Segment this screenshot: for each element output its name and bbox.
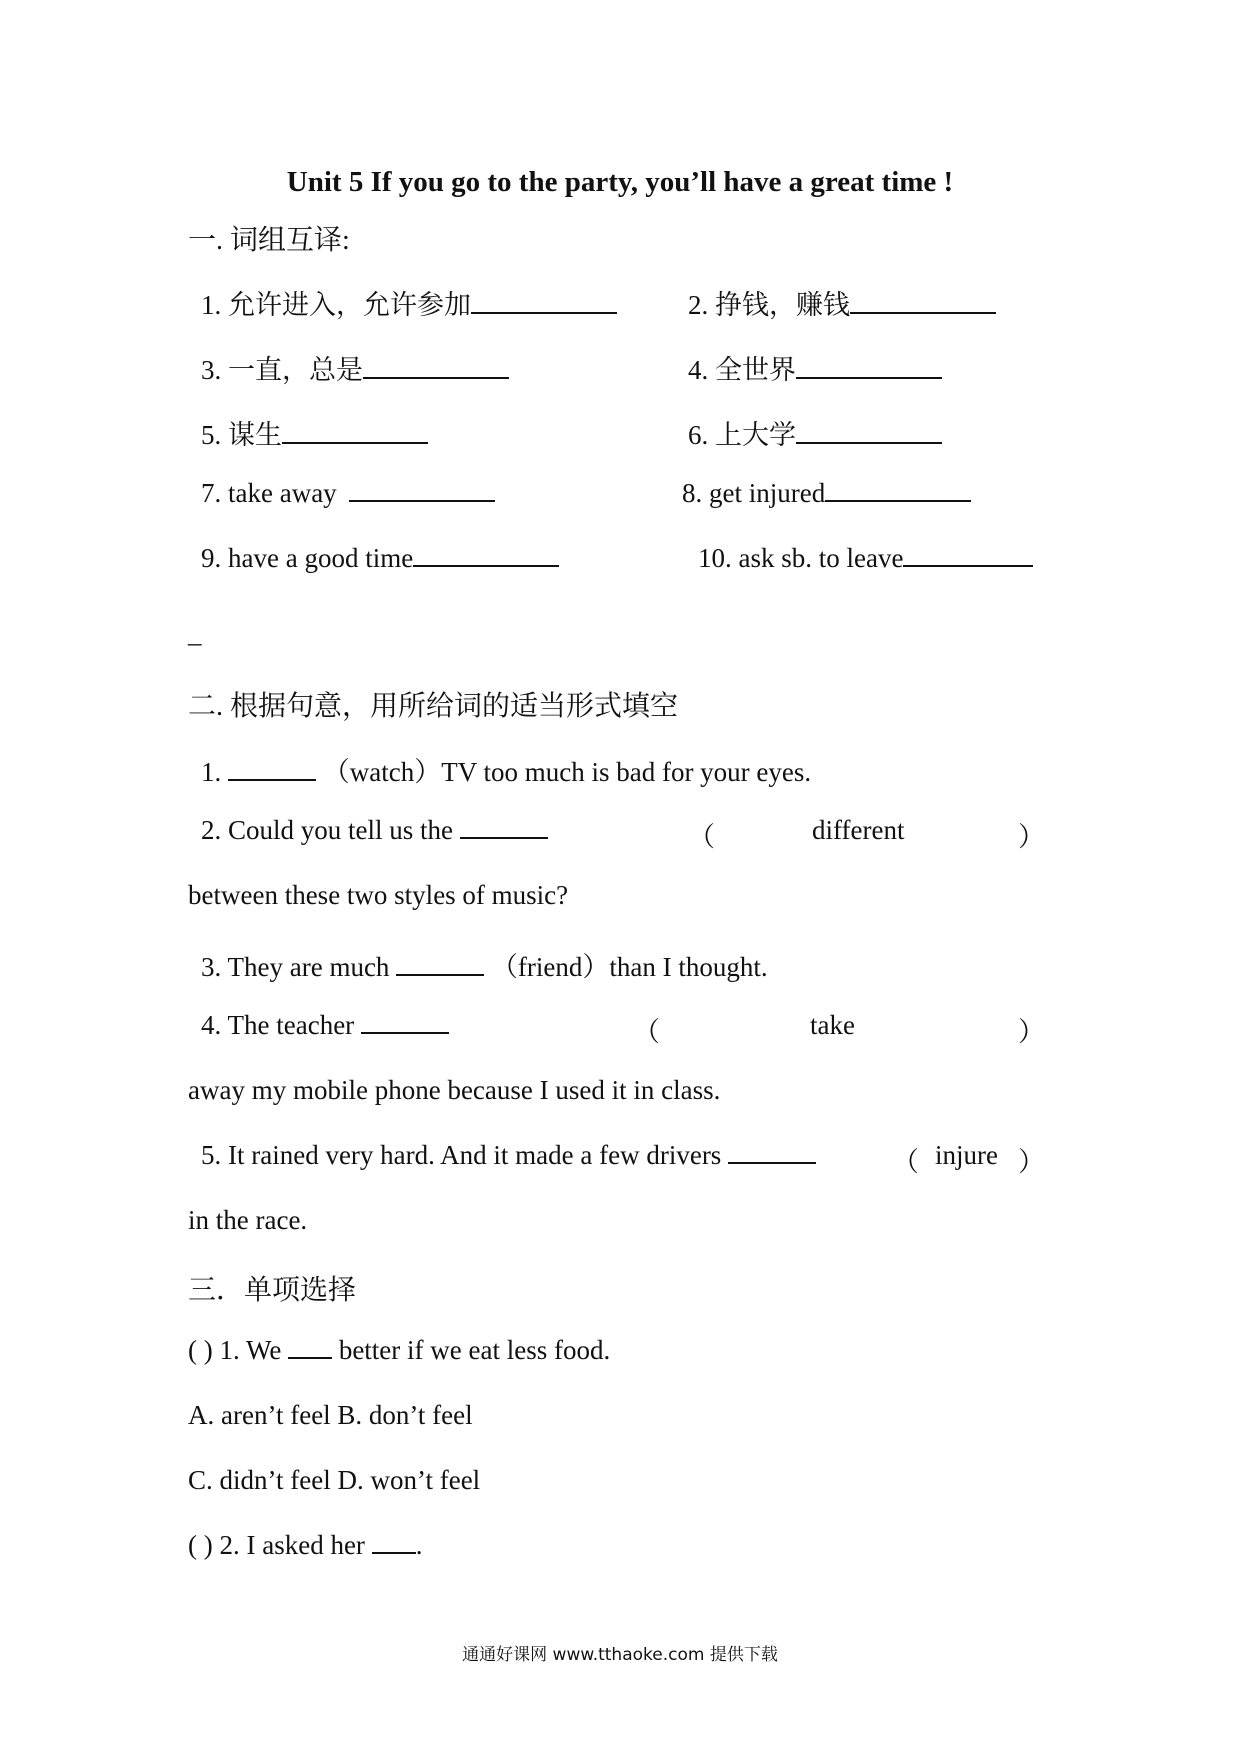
item-text: ask sb. to leave xyxy=(738,543,904,573)
s3-question-2 xyxy=(188,1530,422,1561)
answer-blank[interactable] xyxy=(903,543,1033,567)
stray-underscore: _ xyxy=(188,618,202,648)
hint-word: take xyxy=(810,1010,855,1040)
answer-blank[interactable] xyxy=(288,1335,332,1359)
item-number: 3. xyxy=(201,355,222,385)
footer-watermark: 通通好课网 www.tthaoke.com 提供下载 xyxy=(462,1645,778,1665)
answer-blank[interactable] xyxy=(471,290,617,314)
question-continuation: between these two styles of music? xyxy=(188,880,569,910)
item-number: 2. xyxy=(688,290,709,320)
answer-blank[interactable] xyxy=(363,355,509,379)
question-text: 2. I asked her xyxy=(219,1530,365,1560)
section-2-heading: 二. 根据句意，用所给词的适当形式填空 xyxy=(188,691,679,722)
question-number: 5. xyxy=(201,1140,222,1170)
item-text: take away xyxy=(228,478,344,508)
item-number: 4. xyxy=(688,355,709,385)
s1-item-5 xyxy=(201,413,428,452)
s2-question-2 xyxy=(201,815,548,846)
s2-question-3 xyxy=(201,945,768,984)
section-1-heading: 一. 词组互译: xyxy=(188,225,350,256)
s1-item-4 xyxy=(688,348,942,387)
answer-blank[interactable] xyxy=(228,757,316,781)
question-text: . xyxy=(415,1530,423,1560)
hint-word: different xyxy=(812,815,905,845)
answer-blank[interactable] xyxy=(796,420,942,444)
hint-open-paren: （ xyxy=(633,1017,660,1047)
answer-paren[interactable]: ( ) xyxy=(188,1335,213,1365)
question-text: 1. We xyxy=(219,1335,282,1365)
answer-blank[interactable] xyxy=(361,1010,449,1034)
item-text: 谋生 xyxy=(228,420,282,450)
item-text: 挣钱，赚钱 xyxy=(715,290,850,320)
answer-blank[interactable] xyxy=(396,952,484,976)
answer-blank[interactable] xyxy=(460,815,548,839)
hint-word: injure xyxy=(935,1140,998,1170)
question-text: （watch）TV too much is bad for your eyes. xyxy=(322,757,812,787)
question-number: 1. xyxy=(201,757,222,787)
question-continuation: away my mobile phone because I used it in class. xyxy=(188,1075,721,1105)
question-text: It rained very hard. And it made a few drivers xyxy=(228,1140,722,1170)
item-text: 全世界 xyxy=(715,355,796,385)
answer-blank[interactable] xyxy=(728,1140,816,1164)
item-number: 8. xyxy=(682,478,703,508)
item-text: 上大学 xyxy=(715,420,796,450)
s1-item-9 xyxy=(201,543,559,574)
hint-close-paren: ） xyxy=(1018,1017,1045,1047)
hint-close-paren: ） xyxy=(1018,1147,1045,1177)
item-text: 一直，总是 xyxy=(228,355,363,385)
answer-paren[interactable]: ( ) xyxy=(188,1530,213,1560)
item-number: 5. xyxy=(201,420,222,450)
hint-open-paren: （ xyxy=(892,1147,919,1177)
s2-question-1 xyxy=(201,750,811,789)
hint-close-paren: ） xyxy=(1018,822,1045,852)
item-number: 1. xyxy=(201,290,222,320)
item-number: 6. xyxy=(688,420,709,450)
question-continuation: in the race. xyxy=(188,1205,308,1235)
answer-blank[interactable] xyxy=(796,355,942,379)
s1-item-3 xyxy=(201,348,509,387)
s3-question-1 xyxy=(188,1335,610,1366)
question-text: better if we eat less food. xyxy=(338,1335,611,1365)
s1-item-6 xyxy=(688,413,942,452)
s3-q1-options-ab: A. aren’t feel B. don’t feel xyxy=(188,1400,473,1430)
item-number: 10. xyxy=(698,543,732,573)
item-text: have a good time xyxy=(228,543,414,573)
s2-question-4 xyxy=(201,1010,449,1041)
item-text: get injured xyxy=(709,478,826,508)
item-number: 9. xyxy=(201,543,222,573)
question-number: 4. xyxy=(201,1010,222,1040)
page-title: Unit 5 If you go to the party, you’ll have a great time ! xyxy=(286,166,954,198)
item-text: 允许进入，允许参加 xyxy=(228,290,471,320)
s1-item-10 xyxy=(698,543,1033,574)
question-number: 2. xyxy=(201,815,222,845)
s1-item-8 xyxy=(682,478,971,509)
s1-item-1 xyxy=(201,283,617,322)
answer-blank[interactable] xyxy=(372,1530,416,1554)
question-number: 3. xyxy=(201,952,222,982)
answer-blank[interactable] xyxy=(850,290,996,314)
hint-open-paren: （ xyxy=(688,822,715,852)
item-number: 7. xyxy=(201,478,222,508)
s2-question-5 xyxy=(201,1140,816,1171)
answer-blank[interactable] xyxy=(282,420,428,444)
question-text: They are much xyxy=(227,952,390,982)
answer-blank[interactable] xyxy=(413,543,559,567)
question-text: The teacher xyxy=(227,1010,355,1040)
question-text: Could you tell us the xyxy=(228,815,453,845)
s1-item-7 xyxy=(201,478,495,509)
question-text: （friend）than I thought. xyxy=(490,952,768,982)
s1-item-2 xyxy=(688,283,996,322)
answer-blank[interactable] xyxy=(825,478,971,502)
answer-blank[interactable] xyxy=(349,478,495,502)
s3-q1-options-cd: C. didn’t feel D. won’t feel xyxy=(188,1465,481,1495)
section-3-heading: 三．单项选择 xyxy=(188,1275,357,1306)
